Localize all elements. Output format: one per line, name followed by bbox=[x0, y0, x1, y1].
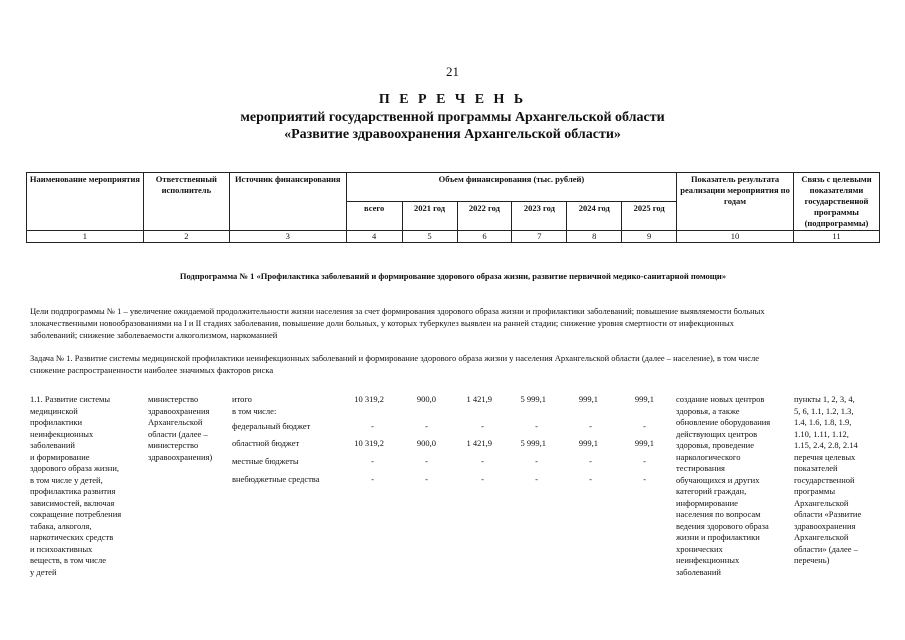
column-number: 11 bbox=[793, 231, 879, 243]
header-2025: 2025 год bbox=[622, 202, 677, 231]
subprogram-heading: Подпрограмма № 1 «Профилактика заболеваний и формирование здорового образа жизни, развитие первичной медико-санитарной помощи» bbox=[179, 271, 727, 281]
column-number: 6 bbox=[457, 231, 512, 243]
goals-line: заболеваний; снижение заболеваемости алкоголизмом, наркоманией bbox=[30, 330, 278, 340]
regional-2023: 5 999,1 bbox=[520, 438, 546, 448]
header-volume: Объем финансирования (тыс. рублей) bbox=[346, 173, 676, 202]
goals-line: злокачественными новообразованиями на I и II стадиях заболевания, повышение доли больных, у которых туберкулез выявлен на ранней стадии; снижение уровня смертности от инфекционных bbox=[30, 318, 734, 328]
local-2022: - bbox=[481, 456, 484, 466]
local-2025: - bbox=[643, 456, 646, 466]
extrabudget-all: - bbox=[371, 474, 374, 484]
task-description bbox=[30, 352, 882, 376]
total-2024: 999,1 bbox=[578, 394, 598, 404]
extrabudget-2024: - bbox=[589, 474, 592, 484]
responsible-executor: министерство здравоохранения Архангельской области (далее – министерство здравоохранения) bbox=[148, 394, 213, 462]
regional-all: 10 319,2 bbox=[354, 438, 384, 448]
column-number: 10 bbox=[677, 231, 794, 243]
header-responsible: Ответственный исполнитель bbox=[143, 173, 229, 231]
target-indicators-link: пункты 1, 2, 3, 4, 5, 6, 1.1, 1.2, 1.3, 1.4, 1.6, 1.8, 1.9, 1.10, 1.11, 1.12, 1.15, 2.4, 2.8, 2.14 перечня целевых показателей государственной программы Архангельской области «Развитие здравоохранения Архангельской области» (далее – перечень) bbox=[794, 394, 862, 565]
column-number: 4 bbox=[346, 231, 402, 243]
column-number: 5 bbox=[402, 231, 457, 243]
column-number: 2 bbox=[143, 231, 229, 243]
result-indicator: создание новых центров здоровья, а также обновление оборудования действующих центров здоровья, проведение наркологического тестирования обучающихся и других категорий граждан, информирование населения по вопросам ведения здорового образа жизни и профилактики хронических неинфекционных заболеваний bbox=[676, 394, 771, 577]
local-all: - bbox=[371, 456, 374, 466]
goals-line: Цели подпрограммы № 1 – увеличение ожидаемой продолжительности жизни населения за счет формирования здорового образа жизни и профилактики заболеваний; повышение выявляемости больных bbox=[30, 306, 765, 316]
regional-2021: 900,0 bbox=[416, 438, 436, 448]
header-2022: 2022 год bbox=[457, 202, 512, 231]
local-2023: - bbox=[535, 456, 538, 466]
regional-2025: 999,1 bbox=[634, 438, 654, 448]
task-line: Задача № 1. Развитие системы медицинской профилактики неинфекционных заболеваний и формирование здорового образа жизни у населения Архангельской области (далее – население), в том числе bbox=[30, 353, 759, 363]
subprogram-goals bbox=[30, 305, 882, 341]
header-indicator: Показатель результата реализации мероприятия по годам bbox=[677, 173, 794, 231]
page-number: 21 bbox=[446, 64, 459, 79]
extrabudget-2022: - bbox=[481, 474, 484, 484]
federal-all: - bbox=[371, 421, 374, 431]
document-title: П Е Р Е Ч Е Н Ь bbox=[378, 92, 527, 107]
regional-2024: 999,1 bbox=[578, 438, 598, 448]
local-2021: - bbox=[425, 456, 428, 466]
column-number: 1 bbox=[27, 231, 144, 243]
activity-name: 1.1. Развитие системы медицинской профилактики неинфекционных заболеваний и формирование здорового образа жизни, в том числе у детей, профилактика развития зависимостей, включая сокращение потребления табака, алкоголя, наркотических средств и психоактивных веществ, в том числе у детей bbox=[30, 394, 122, 577]
federal-2021: - bbox=[425, 421, 428, 431]
column-number: 9 bbox=[622, 231, 677, 243]
extrabudget-2025: - bbox=[643, 474, 646, 484]
header-total: всего bbox=[346, 202, 402, 231]
total-2025: 999,1 bbox=[634, 394, 654, 404]
header-2021: 2021 год bbox=[402, 202, 457, 231]
document-subtitle: мероприятий государственной программы Архангельской области bbox=[240, 110, 665, 125]
total-2021: 900,0 bbox=[416, 394, 436, 404]
federal-2022: - bbox=[481, 421, 484, 431]
extrabudget-2021: - bbox=[425, 474, 428, 484]
total-2022: 1 421,9 bbox=[466, 394, 492, 404]
federal-2025: - bbox=[643, 421, 646, 431]
column-number: 7 bbox=[512, 231, 567, 243]
header-source: Источник финансирования bbox=[229, 173, 346, 231]
task-line: снижение распространенности наиболее значимых факторов риска bbox=[30, 365, 274, 375]
header-name: Наименование мероприятия bbox=[27, 173, 144, 231]
column-number: 8 bbox=[567, 231, 622, 243]
federal-2023: - bbox=[535, 421, 538, 431]
federal-2024: - bbox=[589, 421, 592, 431]
local-2024: - bbox=[589, 456, 592, 466]
total-2023: 5 999,1 bbox=[520, 394, 546, 404]
header-2024: 2024 год bbox=[567, 202, 622, 231]
source-local-label: местные бюджеты bbox=[232, 456, 299, 466]
header-link: Связь с целевыми показателями государственной программы (подпрограммы) bbox=[793, 173, 879, 231]
total-all: 10 319,2 bbox=[354, 394, 384, 404]
source-regional-label: областной бюджет bbox=[232, 438, 300, 448]
extrabudget-2023: - bbox=[535, 474, 538, 484]
source-total-label: итого в том числе: bbox=[232, 394, 277, 416]
column-number: 3 bbox=[229, 231, 346, 243]
source-extrabudget-label: внебюджетные средства bbox=[232, 474, 320, 484]
regional-2022: 1 421,9 bbox=[466, 438, 492, 448]
header-table bbox=[26, 172, 880, 243]
program-name: «Развитие здравоохранения Архангельской области» bbox=[284, 127, 621, 142]
header-2023: 2023 год bbox=[512, 202, 567, 231]
source-federal-label: федеральный бюджет bbox=[232, 421, 311, 431]
